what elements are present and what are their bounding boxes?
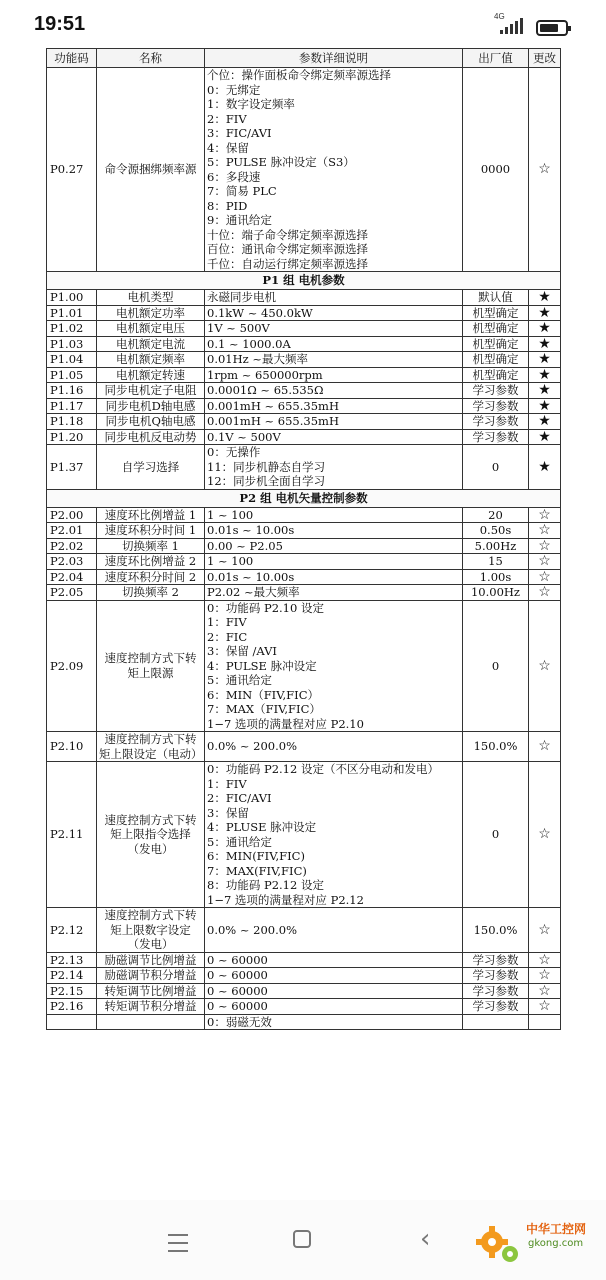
param-code: P2.03 bbox=[47, 554, 97, 570]
table-row bbox=[47, 554, 561, 570]
param-desc: 0：弱磁无效 bbox=[205, 1014, 463, 1030]
network-type: 4G bbox=[494, 12, 505, 21]
param-change-mark: ★ bbox=[529, 367, 561, 383]
table-row bbox=[47, 569, 561, 585]
param-code: P1.17 bbox=[47, 398, 97, 414]
param-code: P2.14 bbox=[47, 968, 97, 984]
table-row bbox=[47, 445, 561, 490]
param-default: 0000 bbox=[463, 68, 529, 272]
table-header bbox=[47, 49, 561, 68]
param-default: 150.0% bbox=[463, 908, 529, 953]
param-desc: 永磁同步电机 bbox=[205, 290, 463, 306]
table-row bbox=[47, 1014, 561, 1030]
param-default: 15 bbox=[463, 554, 529, 570]
param-name: 电机额定功率 bbox=[97, 305, 205, 321]
status-time: 19:51 bbox=[34, 13, 86, 35]
param-name: 自学习选择 bbox=[97, 445, 205, 490]
table-row bbox=[47, 305, 561, 321]
param-default: 学习参数 bbox=[463, 429, 529, 445]
param-code: P2.05 bbox=[47, 585, 97, 601]
param-change-mark: ☆ bbox=[529, 908, 561, 953]
param-change-mark: ☆ bbox=[529, 569, 561, 585]
param-code: P2.16 bbox=[47, 999, 97, 1015]
table-row bbox=[47, 367, 561, 383]
param-change-mark: ☆ bbox=[529, 952, 561, 968]
param-name: 电机额定电压 bbox=[97, 321, 205, 337]
param-change-mark: ☆ bbox=[529, 762, 561, 908]
back-icon[interactable]: ‹ bbox=[420, 1224, 431, 1254]
param-code: P2.12 bbox=[47, 908, 97, 953]
param-desc: 1V ~ 500V bbox=[205, 321, 463, 337]
param-code: P1.18 bbox=[47, 414, 97, 430]
param-change-mark: ☆ bbox=[529, 732, 561, 762]
param-code: P0.27 bbox=[47, 68, 97, 272]
param-name: 速度控制方式下转矩上限指令选择（发电） bbox=[97, 762, 205, 908]
table-row bbox=[47, 321, 561, 337]
watermark-title: 中华工控网 bbox=[526, 1222, 587, 1236]
table-row bbox=[47, 523, 561, 539]
param-default: 150.0% bbox=[463, 732, 529, 762]
param-name: 同步电机Q轴电感 bbox=[97, 414, 205, 430]
param-desc: P2.02 ~最大频率 bbox=[205, 585, 463, 601]
param-default: 默认值 bbox=[463, 290, 529, 306]
parameter-table bbox=[46, 48, 561, 1030]
param-code: P2.11 bbox=[47, 762, 97, 908]
param-desc: 0 ~ 60000 bbox=[205, 999, 463, 1015]
param-code: P1.20 bbox=[47, 429, 97, 445]
param-name: 切换频率 1 bbox=[97, 538, 205, 554]
param-name: 电机额定频率 bbox=[97, 352, 205, 368]
param-name: 电机额定电流 bbox=[97, 336, 205, 352]
param-code: P2.09 bbox=[47, 600, 97, 732]
table-row bbox=[47, 585, 561, 601]
param-code: P2.00 bbox=[47, 507, 97, 523]
param-default: 0.50s bbox=[463, 523, 529, 539]
param-change-mark: ☆ bbox=[529, 983, 561, 999]
param-code: P1.16 bbox=[47, 383, 97, 399]
param-code: P2.02 bbox=[47, 538, 97, 554]
header-default: 出厂值 bbox=[463, 49, 529, 68]
table-row bbox=[47, 968, 561, 984]
param-desc: 0.0001Ω ~ 65.535Ω bbox=[205, 383, 463, 399]
table-row bbox=[47, 429, 561, 445]
table-row bbox=[47, 352, 561, 368]
param-default: 机型确定 bbox=[463, 336, 529, 352]
param-change-mark: ★ bbox=[529, 305, 561, 321]
param-desc: 0.001mH ~ 655.35mH bbox=[205, 414, 463, 430]
gear-icon bbox=[470, 1214, 526, 1270]
param-change-mark: ★ bbox=[529, 414, 561, 430]
param-change-mark: ★ bbox=[529, 352, 561, 368]
home-icon[interactable] bbox=[293, 1230, 311, 1248]
param-change-mark: ★ bbox=[529, 383, 561, 399]
param-default: 机型确定 bbox=[463, 367, 529, 383]
param-default: 机型确定 bbox=[463, 321, 529, 337]
section-p2-title: P2 组 电机矢量控制参数 bbox=[47, 489, 561, 507]
param-name: 同步电机D轴电感 bbox=[97, 398, 205, 414]
param-desc: 0：功能码 P2.10 设定 1：FIV 2：FIC 3：保留 /AVI 4：PULSE 脉冲设定 5：通讯给定 6：MIN（FIV,FIC） 7：MAX（FIV,FIC） 1−7 选项的满量程对应 P2.10 bbox=[205, 600, 463, 732]
param-default: 学习参数 bbox=[463, 398, 529, 414]
param-change-mark: ★ bbox=[529, 290, 561, 306]
param-desc: 0.0% ~ 200.0% bbox=[205, 908, 463, 953]
param-desc: 1 ~ 100 bbox=[205, 507, 463, 523]
parameter-document bbox=[46, 48, 560, 1030]
param-name: 速度控制方式下转矩上限源 bbox=[97, 600, 205, 732]
param-desc: 0.01s ~ 10.00s bbox=[205, 569, 463, 585]
param-code: P1.01 bbox=[47, 305, 97, 321]
param-name: 切换频率 2 bbox=[97, 585, 205, 601]
param-code: P1.03 bbox=[47, 336, 97, 352]
param-change-mark: ★ bbox=[529, 336, 561, 352]
header-change: 更改 bbox=[529, 49, 561, 68]
param-desc: 0 ~ 60000 bbox=[205, 968, 463, 984]
watermark-logo bbox=[470, 1214, 606, 1274]
section-row bbox=[47, 489, 561, 507]
param-change-mark: ☆ bbox=[529, 523, 561, 539]
param-default: 20 bbox=[463, 507, 529, 523]
param-name: 速度环比例增益 1 bbox=[97, 507, 205, 523]
param-code: P1.37 bbox=[47, 445, 97, 490]
param-desc: 0：无操作 11：同步机静态自学习 12：同步机全面自学习 bbox=[205, 445, 463, 490]
param-desc: 1 ~ 100 bbox=[205, 554, 463, 570]
table-row bbox=[47, 983, 561, 999]
param-name: 电机类型 bbox=[97, 290, 205, 306]
param-change-mark: ☆ bbox=[529, 538, 561, 554]
table-row bbox=[47, 68, 561, 272]
table-row bbox=[47, 414, 561, 430]
param-code: P2.04 bbox=[47, 569, 97, 585]
param-name: 速度环积分时间 1 bbox=[97, 523, 205, 539]
param-default bbox=[463, 1014, 529, 1030]
param-change-mark bbox=[529, 1014, 561, 1030]
param-desc: 0.1kW ~ 450.0kW bbox=[205, 305, 463, 321]
param-change-mark: ☆ bbox=[529, 999, 561, 1015]
param-code: P2.10 bbox=[47, 732, 97, 762]
param-name: 速度环比例增益 2 bbox=[97, 554, 205, 570]
param-name: 速度环积分时间 2 bbox=[97, 569, 205, 585]
param-change-mark: ☆ bbox=[529, 507, 561, 523]
param-default: 机型确定 bbox=[463, 305, 529, 321]
table-row bbox=[47, 383, 561, 399]
param-name: 速度控制方式下转矩上限设定（电动） bbox=[97, 732, 205, 762]
table-row bbox=[47, 290, 561, 306]
param-desc: 0 ~ 60000 bbox=[205, 983, 463, 999]
param-default: 学习参数 bbox=[463, 983, 529, 999]
param-desc: 0.00 ~ P2.05 bbox=[205, 538, 463, 554]
param-code: P2.13 bbox=[47, 952, 97, 968]
param-change-mark: ☆ bbox=[529, 585, 561, 601]
table-row bbox=[47, 908, 561, 953]
param-default: 10.00Hz bbox=[463, 585, 529, 601]
param-default: 学习参数 bbox=[463, 968, 529, 984]
param-change-mark: ☆ bbox=[529, 68, 561, 272]
param-name: 同步电机反电动势 bbox=[97, 429, 205, 445]
param-desc: 0：功能码 P2.12 设定（不区分电动和发电） 1：FIV 2：FIC/AVI 3：保留 4：PLUSE 脉冲设定 5：通讯给定 6：MIN(FIV,FIC) 7：MAX(FIV,FIC) 8：功能码 P2.12 设定 1−7 选项的满量程对应 P2.12 bbox=[205, 762, 463, 908]
param-desc: 0.1V ~ 500V bbox=[205, 429, 463, 445]
param-desc: 0.1 ~ 1000.0A bbox=[205, 336, 463, 352]
table-row bbox=[47, 952, 561, 968]
param-desc: 0.01Hz ~最大频率 bbox=[205, 352, 463, 368]
param-change-mark: ☆ bbox=[529, 554, 561, 570]
param-change-mark: ☆ bbox=[529, 968, 561, 984]
param-desc: 个位：操作面板命令绑定频率源选择 0：无绑定 1：数字设定频率 2：FIV 3：FIC/AVI 4：保留 5：PULSE 脉冲设定（S3） 6：多段速 7：简易 PLC 8：PID 9：通讯给定 十位：端子命令绑定频率源选择 百位：通讯命令绑定频率源选择 千位：自动运行绑定频率源选择 bbox=[205, 68, 463, 272]
param-change-mark: ★ bbox=[529, 429, 561, 445]
battery-icon bbox=[536, 20, 568, 36]
param-default: 0 bbox=[463, 600, 529, 732]
param-code: P2.01 bbox=[47, 523, 97, 539]
param-code: P1.05 bbox=[47, 367, 97, 383]
param-default: 学习参数 bbox=[463, 383, 529, 399]
param-default: 0 bbox=[463, 762, 529, 908]
table-row bbox=[47, 600, 561, 732]
param-default: 学习参数 bbox=[463, 414, 529, 430]
signal-icon bbox=[496, 18, 526, 34]
param-code bbox=[47, 1014, 97, 1030]
param-name: 同步电机定子电阻 bbox=[97, 383, 205, 399]
param-name: 转矩调节比例增益 bbox=[97, 983, 205, 999]
param-name: 转矩调节积分增益 bbox=[97, 999, 205, 1015]
param-desc: 0.0% ~ 200.0% bbox=[205, 732, 463, 762]
param-default: 0 bbox=[463, 445, 529, 490]
menu-icon[interactable] bbox=[168, 1234, 188, 1258]
param-desc: 0 ~ 60000 bbox=[205, 952, 463, 968]
table-row bbox=[47, 732, 561, 762]
table-row bbox=[47, 999, 561, 1015]
param-change-mark: ★ bbox=[529, 445, 561, 490]
watermark-url: gkong.com bbox=[528, 1238, 584, 1249]
param-default: 1.00s bbox=[463, 569, 529, 585]
param-default: 5.00Hz bbox=[463, 538, 529, 554]
param-name: 速度控制方式下转矩上限数字设定（发电） bbox=[97, 908, 205, 953]
param-code: P2.15 bbox=[47, 983, 97, 999]
param-name: 电机额定转速 bbox=[97, 367, 205, 383]
header-code: 功能码 bbox=[47, 49, 97, 68]
param-name bbox=[97, 1014, 205, 1030]
param-code: P1.04 bbox=[47, 352, 97, 368]
param-change-mark: ★ bbox=[529, 321, 561, 337]
param-default: 学习参数 bbox=[463, 952, 529, 968]
table-row bbox=[47, 538, 561, 554]
param-desc: 0.01s ~ 10.00s bbox=[205, 523, 463, 539]
header-name: 名称 bbox=[97, 49, 205, 68]
param-change-mark: ☆ bbox=[529, 600, 561, 732]
param-change-mark: ★ bbox=[529, 398, 561, 414]
param-default: 学习参数 bbox=[463, 999, 529, 1015]
table-row bbox=[47, 507, 561, 523]
param-name: 励磁调节积分增益 bbox=[97, 968, 205, 984]
param-default: 机型确定 bbox=[463, 352, 529, 368]
param-desc: 0.001mH ~ 655.35mH bbox=[205, 398, 463, 414]
param-name: 命令源捆绑频率源 bbox=[97, 68, 205, 272]
param-desc: 1rpm ~ 650000rpm bbox=[205, 367, 463, 383]
table-row bbox=[47, 398, 561, 414]
status-bar bbox=[0, 0, 606, 46]
param-code: P1.02 bbox=[47, 321, 97, 337]
table-row bbox=[47, 762, 561, 908]
param-code: P1.00 bbox=[47, 290, 97, 306]
section-p1-title: P1 组 电机参数 bbox=[47, 272, 561, 290]
section-row bbox=[47, 272, 561, 290]
header-desc: 参数详细说明 bbox=[205, 49, 463, 68]
param-name: 励磁调节比例增益 bbox=[97, 952, 205, 968]
table-row bbox=[47, 336, 561, 352]
